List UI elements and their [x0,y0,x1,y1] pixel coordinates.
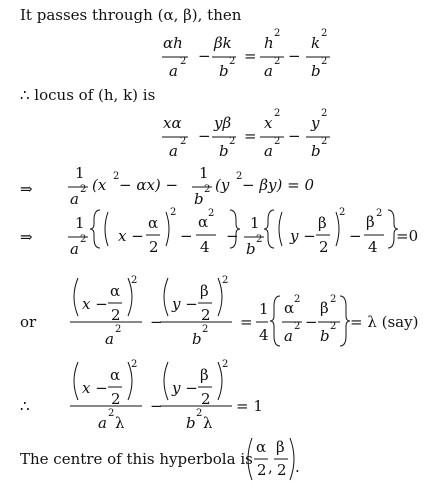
therefore-symbol: ∴ [20,397,30,415]
eq1-sup: 2 [180,56,187,67]
eq2-num-2: yβ [214,114,232,132]
implies-symbol-2: ⇒ [20,228,33,246]
intro-line: It passes through (α, β), then [20,6,242,24]
or-label: or [20,313,37,331]
document-page: It passes through (α, β), then αh a 2 − βk b 2 = h 2 a 2 − k 2 b 2 ∴ locus of (h, k) is xα a 2 − yβ b 2 = x 2 a 2 − y 2 b 2 ⇒ 1 a 2 (x 2 − αx) − 1 b 2 (y 2 − βy) = 0 ⇒ 1 a 2 x − α 2 2 − α 2 4 − 1 b 2 y − β 2 2 − β 2 4 =0 or x − α 2 2 a 2 − y − β 2 2 b 2 = 1 4 α 2 a 2 − β 2 b 2 = λ (say) ∴ x − α 2 2 a 2 λ − y − β 2 2 b 2 λ = 1 The centre of this hyperbola is α 2 , β 2 . [0,0,434,486]
eq1-den-1: a [169,62,178,80]
implies-symbol: ⇒ [20,180,33,198]
eq1-den-2: b [219,62,229,80]
locus-line: ∴ locus of (h, k) is [20,86,156,104]
eq1-num-2: βk [214,34,232,52]
eq1-num-3: h [264,34,274,52]
eq2-num-1: xα [163,114,182,132]
eq1-num-1: αh [163,34,183,52]
eq1-den-3: a [264,62,273,80]
eq1-den-4: b [311,62,321,80]
eq1-num-4: k [311,34,321,52]
